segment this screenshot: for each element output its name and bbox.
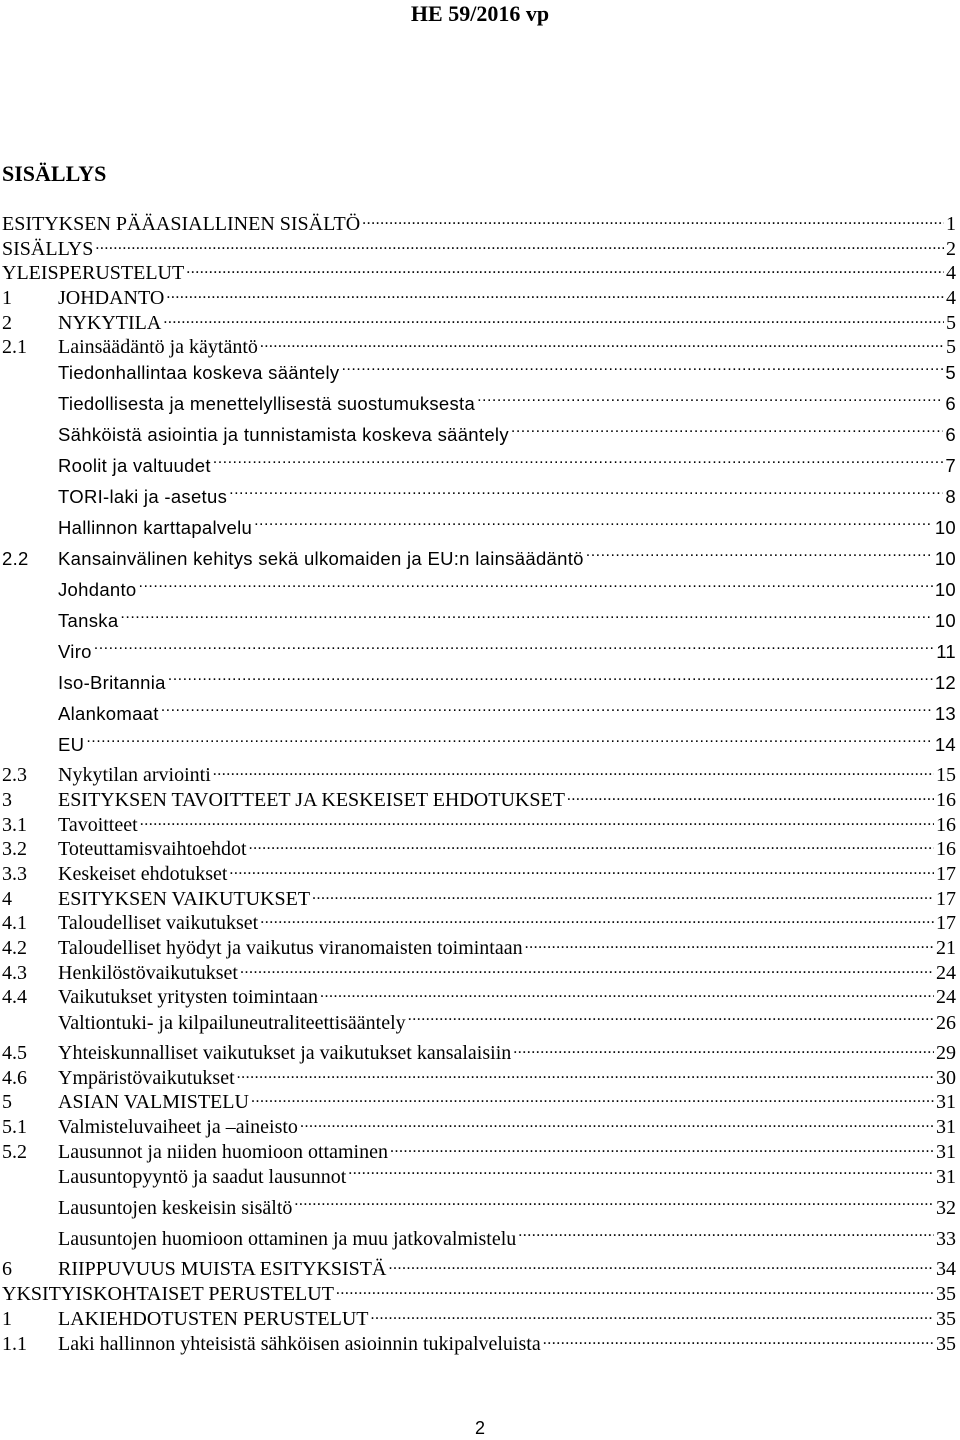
toc-entry-page: 16 — [936, 838, 956, 861]
toc-entry-text: Sähköistä asiointia ja tunnistamista koskeva sääntely — [58, 424, 509, 446]
dot-leader — [312, 885, 934, 905]
dot-leader — [251, 1088, 934, 1108]
toc-entry-page: 5 — [946, 311, 956, 334]
dot-leader — [362, 210, 944, 230]
dot-leader — [567, 786, 934, 806]
toc-entry-text: Tiedollisesta ja menettelyllisestä suostumuksesta — [58, 393, 476, 415]
toc-entry-text: Tavoitteet — [58, 813, 138, 836]
dot-leader — [120, 609, 932, 628]
toc-entry[interactable] — [0, 668, 960, 699]
toc-entry[interactable] — [0, 934, 960, 959]
toc-entry[interactable] — [0, 451, 960, 482]
toc-entry-text: SISÄLLYS — [2, 237, 94, 260]
dot-leader — [543, 1330, 934, 1350]
toc-entry-page: 7 — [945, 455, 956, 477]
toc-entry-text: YLEISPERUSTELUT — [2, 262, 185, 285]
toc-entry-page: 24 — [936, 961, 956, 984]
toc-entry-page: 31 — [936, 1116, 956, 1139]
dot-leader — [237, 1064, 934, 1084]
dot-leader — [240, 959, 934, 979]
toc-entry-page: 31 — [936, 1166, 956, 1189]
toc-entry[interactable] — [0, 389, 960, 420]
toc-entry-text: Taloudelliset hyödyt ja vaikutus viranomaisten toimintaan — [58, 936, 523, 959]
toc-entry-text: Valtiontuki- ja kilpailuneutraliteettisääntely — [58, 1012, 406, 1034]
toc-entry-text: Lainsäädäntö ja käytäntö — [58, 336, 258, 359]
toc-entry-page: 24 — [936, 986, 956, 1009]
toc-entry[interactable] — [0, 1113, 960, 1138]
toc-entry-text: Lausuntojen huomioon ottaminen ja muu jatkovalmistelu — [58, 1228, 517, 1251]
toc-entry-page: 35 — [936, 1283, 956, 1306]
toc-entry-text: Henkilöstövaikutukset — [58, 961, 238, 984]
toc-entry-text: Valmisteluvaiheet ja –aineisto — [58, 1116, 298, 1139]
dot-leader — [390, 1138, 934, 1158]
toc-entry[interactable] — [0, 1088, 960, 1113]
toc-entry[interactable] — [0, 1280, 960, 1305]
toc-entry-text: Lausuntopyyntö ja saadut lausunnot — [58, 1166, 347, 1189]
toc-entry[interactable] — [0, 730, 960, 761]
toc-entry-number: 1 — [2, 1307, 12, 1330]
toc-entry-text: Alankomaat — [58, 703, 159, 725]
toc-entry-text: EU — [58, 734, 85, 756]
toc-entry-number: 5.1 — [2, 1116, 27, 1139]
toc-entry[interactable] — [0, 959, 960, 984]
toc-entry[interactable] — [0, 1305, 960, 1330]
toc-entry[interactable] — [0, 544, 960, 575]
toc-entry-number: 1 — [2, 287, 12, 310]
toc-entry-number: 4 — [2, 887, 12, 910]
toc-entry-page: 29 — [936, 1042, 956, 1064]
toc-entry-page: 4 — [946, 287, 956, 310]
dot-leader — [254, 516, 933, 535]
toc-entry-text: Ympäristövaikutukset — [58, 1066, 235, 1089]
toc-entry[interactable] — [0, 420, 960, 451]
dot-leader — [161, 702, 933, 721]
toc-entry[interactable] — [0, 860, 960, 885]
toc-entry-text: NYKYTILA — [58, 311, 162, 334]
toc-entry-page: 8 — [945, 486, 956, 508]
toc-entry[interactable] — [0, 1255, 960, 1280]
toc-entry-text: YKSITYISKOHTAISET PERUSTELUT — [2, 1283, 334, 1306]
toc-entry[interactable] — [0, 482, 960, 513]
toc-entry[interactable] — [0, 358, 960, 389]
dot-leader — [229, 485, 943, 504]
toc-entry[interactable] — [0, 885, 960, 910]
toc-entry[interactable] — [0, 235, 960, 260]
toc-entry-page: 21 — [936, 936, 956, 959]
toc-entry-page: 16 — [936, 813, 956, 836]
toc-entry-text: Tanska — [58, 610, 119, 632]
toc-entry-number: 2 — [2, 311, 12, 334]
toc-entry-number: 3.2 — [2, 838, 27, 861]
toc-entry[interactable] — [0, 309, 960, 334]
toc-entry-text: JOHDANTO — [58, 287, 165, 310]
dot-leader — [348, 1163, 934, 1183]
toc-entry-page: 34 — [936, 1258, 956, 1281]
toc-entry-page: 10 — [934, 517, 956, 539]
dot-leader — [518, 1225, 934, 1245]
toc-entry-number: 2.3 — [2, 764, 27, 787]
toc-entry-number: 3.1 — [2, 813, 27, 836]
toc-entry-page: 11 — [936, 641, 956, 663]
dot-leader — [249, 835, 934, 855]
toc-entry[interactable] — [0, 575, 960, 606]
toc-entry-text: Lausuntojen keskeisin sisältö — [58, 1197, 293, 1220]
toc-entry-page: 35 — [936, 1307, 956, 1330]
toc-entry-text: ESITYKSEN PÄÄASIALLINEN SISÄLTÖ — [2, 213, 361, 235]
toc-entry-text: Toteuttamisvaihtoehdot — [58, 838, 247, 861]
dot-leader — [341, 361, 943, 380]
toc-entry-text: Lausunnot ja niiden huomioon ottaminen — [58, 1140, 388, 1163]
dot-leader — [163, 309, 944, 329]
toc-entry[interactable] — [0, 909, 960, 934]
toc-entry-page: 17 — [936, 912, 956, 935]
toc-entry-number: 4.4 — [2, 986, 27, 1009]
toc-entry[interactable] — [0, 811, 960, 836]
dot-leader — [408, 1009, 934, 1029]
toc-entry-number: 4.5 — [2, 1042, 27, 1064]
toc-entry[interactable] — [0, 1330, 960, 1355]
toc-entry-number: 4.6 — [2, 1066, 27, 1089]
toc-entry-text: Taloudelliset vaikutukset — [58, 912, 259, 935]
toc-entry-page: 14 — [934, 734, 956, 756]
toc-entry[interactable] — [0, 513, 960, 544]
toc-entry-text: Laki hallinnon yhteisistä sähköisen asioinnin tukipalveluista — [58, 1332, 541, 1355]
toc-entry-text: Tiedonhallintaa koskeva sääntely — [58, 362, 340, 384]
toc-entry[interactable] — [0, 1138, 960, 1163]
toc-entry-text: Johdanto — [58, 579, 137, 601]
toc-entry-number: 6 — [2, 1258, 12, 1281]
toc-entry-number: 5.2 — [2, 1140, 27, 1163]
dot-leader — [213, 761, 934, 781]
dot-leader — [140, 811, 934, 831]
toc-entry-page: 33 — [936, 1228, 956, 1251]
toc-entry-text: Roolit ja valtuudet — [58, 455, 211, 477]
dot-leader — [213, 454, 944, 473]
dot-leader — [320, 983, 934, 1003]
dot-leader — [168, 671, 933, 690]
toc-entry-page: 5 — [946, 336, 956, 359]
toc-entry[interactable] — [0, 761, 960, 786]
toc-entry-number: 3.3 — [2, 862, 27, 885]
dot-leader — [586, 547, 933, 566]
toc-entry[interactable] — [0, 1162, 960, 1193]
dot-leader — [94, 640, 934, 659]
toc-entry-page: 4 — [946, 262, 956, 285]
toc-title: SISÄLLYS — [2, 161, 107, 186]
dot-leader — [511, 423, 944, 442]
toc-entry-page: 35 — [936, 1332, 956, 1355]
toc-entry-text: Kansainvälinen kehitys sekä ulkomaiden ja EU:n lainsäädäntö — [58, 548, 584, 570]
toc-entry-text: Iso-Britannia — [58, 672, 166, 694]
toc-entry-page: 31 — [936, 1140, 956, 1163]
dot-leader — [371, 1305, 934, 1325]
toc-entry[interactable] — [0, 637, 960, 668]
dot-leader — [139, 578, 933, 597]
dot-leader — [86, 733, 933, 752]
toc-entry-page: 30 — [936, 1066, 956, 1089]
dot-leader — [229, 860, 934, 880]
toc-entry[interactable] — [0, 1008, 960, 1039]
toc-entry[interactable] — [0, 1039, 960, 1064]
toc-entry-page: 10 — [934, 548, 956, 570]
toc-entry[interactable] — [0, 259, 960, 284]
dot-leader — [477, 392, 943, 411]
toc-entry-page: 17 — [936, 862, 956, 885]
dot-leader — [388, 1255, 934, 1275]
dot-leader — [166, 284, 944, 304]
toc-entry-number: 4.3 — [2, 961, 27, 984]
dot-leader — [336, 1280, 934, 1300]
toc-entry-text: Vaikutukset yritysten toimintaan — [58, 986, 318, 1009]
toc-entry-page: 6 — [945, 393, 956, 415]
toc-entry-text: TORI-laki ja -asetus — [58, 486, 228, 508]
toc-entry[interactable] — [0, 1193, 960, 1224]
dot-leader — [300, 1113, 934, 1133]
toc-entry[interactable] — [0, 786, 960, 811]
toc-entry-page: 5 — [945, 362, 956, 384]
toc-entry[interactable] — [0, 835, 960, 860]
toc-entry-text: ESITYKSEN TAVOITTEET JA KESKEISET EHDOTUKSET — [58, 788, 565, 811]
toc-entry[interactable] — [0, 284, 960, 309]
toc-entry[interactable] — [0, 699, 960, 730]
toc-entry[interactable] — [0, 1064, 960, 1089]
toc-entry-number: 4.2 — [2, 936, 27, 959]
dot-leader — [513, 1039, 934, 1059]
toc-entry-text: LAKIEHDOTUSTEN PERUSTELUT — [58, 1307, 369, 1330]
toc-entry-text: Nykytilan arviointi — [58, 764, 211, 787]
toc-entry-text: Keskeiset ehdotukset — [58, 862, 228, 885]
toc-entry-number: 2.1 — [2, 336, 27, 359]
toc-entry-page: 15 — [936, 764, 956, 787]
toc-entry-text: Yhteiskunnalliset vaikutukset ja vaikutukset kansalaisiin — [58, 1042, 512, 1064]
toc-entry-page: 16 — [936, 788, 956, 811]
toc-entry-page: 26 — [936, 1012, 956, 1034]
toc-entry-page: 2 — [946, 237, 956, 260]
toc-entry-number: 4.1 — [2, 912, 27, 935]
dot-leader — [260, 909, 934, 929]
page-number: 2 — [474, 1418, 485, 1438]
dot-leader — [260, 333, 944, 353]
toc-entry[interactable] — [0, 1224, 960, 1255]
toc-entry-number: 1.1 — [2, 1332, 27, 1355]
toc-entry-text: Hallinnon karttapalvelu — [58, 517, 253, 539]
toc-entry-page: 32 — [936, 1197, 956, 1220]
toc-entry-page: 10 — [934, 579, 956, 601]
document-header: HE 59/2016 vp — [410, 1, 550, 26]
toc-entry-page: 31 — [936, 1091, 956, 1114]
toc-entry-page: 6 — [945, 424, 956, 446]
toc-entry-page: 17 — [936, 887, 956, 910]
toc-entry-number: 5 — [2, 1091, 12, 1114]
dot-leader — [525, 934, 934, 954]
toc-entry-page: 13 — [934, 703, 956, 725]
toc-entry[interactable] — [0, 333, 960, 358]
toc-entry[interactable] — [0, 983, 960, 1008]
toc-entry[interactable] — [0, 210, 960, 235]
toc-entry-text: RIIPPUVUUS MUISTA ESITYKSISTÄ — [58, 1258, 387, 1281]
toc-entry[interactable] — [0, 606, 960, 637]
toc-entry-text: ASIAN VALMISTELU — [58, 1091, 249, 1114]
toc-entry-text: ESITYKSEN VAIKUTUKSET — [58, 887, 311, 910]
toc-entry-page: 10 — [934, 610, 956, 632]
dot-leader — [186, 259, 944, 279]
toc-entry-page: 1 — [946, 213, 956, 235]
table-of-contents — [0, 210, 960, 1354]
toc-entry-text: Viro — [58, 641, 92, 663]
toc-entry-page: 12 — [934, 672, 956, 694]
toc-entry-number: 3 — [2, 788, 12, 811]
dot-leader — [294, 1194, 934, 1214]
dot-leader — [95, 235, 944, 255]
toc-entry-number: 2.2 — [2, 548, 29, 570]
